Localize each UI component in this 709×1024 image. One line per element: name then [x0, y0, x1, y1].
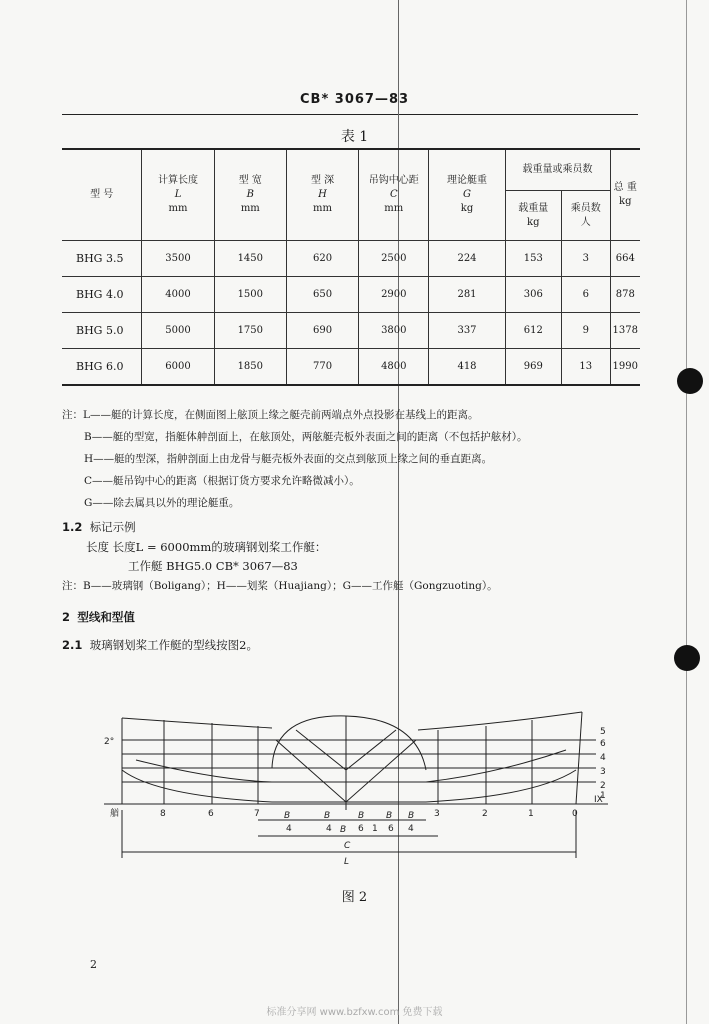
- level-number: 3: [600, 767, 606, 777]
- waterline-label: IX: [594, 795, 603, 805]
- buttock-line-bow: [136, 760, 272, 782]
- table-row: [62, 277, 640, 313]
- division-number: 6: [388, 824, 394, 834]
- level-number: 2: [600, 781, 606, 791]
- spec-table: [62, 148, 640, 386]
- division-number: 4: [286, 824, 292, 834]
- cell-hull-weight: 418: [429, 349, 505, 386]
- header-width: 型 宽 B mm: [214, 149, 286, 241]
- buttock-line-stern: [426, 750, 566, 782]
- punch-hole-top: [677, 368, 703, 394]
- station-label: 7: [254, 809, 260, 819]
- dimension-C-label: C: [344, 841, 351, 851]
- station-label: 3: [434, 809, 440, 819]
- table-row: [62, 241, 640, 277]
- watermark: 标准分享网 www.bzfxw.com 免费下载: [266, 1007, 443, 1018]
- dimension-L-label: L: [344, 857, 350, 867]
- notes-block: [62, 404, 652, 656]
- level-number: 1: [600, 791, 606, 801]
- header-calc-length: 计算长度 L mm: [142, 149, 214, 241]
- cell-width: 1850: [214, 349, 286, 386]
- header-persons: 乘员数 人: [562, 191, 611, 241]
- station-label: 2: [482, 809, 488, 819]
- cell-model: BHG 5.0: [62, 313, 142, 349]
- plan-marker: B: [386, 811, 393, 821]
- cell-load: 153: [505, 241, 561, 277]
- cell-length: 4000: [142, 277, 214, 313]
- cell-hull-weight: 337: [429, 313, 505, 349]
- page-number: 2: [90, 958, 97, 971]
- cell-width: 1750: [214, 313, 286, 349]
- plan-marker: B: [358, 811, 365, 821]
- cell-persons: 9: [562, 313, 611, 349]
- cell-width: 1450: [214, 241, 286, 277]
- cell-total: 1378: [610, 313, 640, 349]
- cell-width: 1500: [214, 277, 286, 313]
- cell-hook-spacing: 2500: [359, 241, 429, 277]
- cell-load: 612: [505, 313, 561, 349]
- header-load-group: 载重量或乘员数: [505, 149, 610, 191]
- table-row: [62, 313, 640, 349]
- hull-bottom: [122, 770, 576, 802]
- station-label: 0: [572, 809, 578, 819]
- station-label: 8: [160, 809, 166, 819]
- cell-hull-weight: 224: [429, 241, 505, 277]
- cell-model: BHG 4.0: [62, 277, 142, 313]
- table-row: [62, 349, 640, 386]
- section-2-heading: 2 型线和型值: [62, 610, 135, 624]
- figure-caption: 图 2: [341, 890, 368, 905]
- note-L: 注：L——艇的计算长度，在侧面图上舷顶上缘之艇壳前两端点外点投影在基线上的距离。: [62, 409, 479, 421]
- header-load: 载重量 kg: [505, 191, 561, 241]
- cell-depth: 650: [286, 277, 358, 313]
- cell-hook-spacing: 2900: [359, 277, 429, 313]
- level-number: 6: [600, 739, 606, 749]
- header-hull-weight: 理论艇重 G kg: [429, 149, 505, 241]
- bow-label: 艏: [110, 809, 120, 819]
- standard-code-header: CB* 3067—83: [300, 92, 410, 107]
- cell-model: BHG 6.0: [62, 349, 142, 386]
- section-2-1-text: 2.1 玻璃钢划桨工作艇的型线按图2。: [62, 638, 259, 652]
- cell-total: 1990: [610, 349, 640, 386]
- header-hook-spacing: 吊钩中心距 C mm: [359, 149, 429, 241]
- station-label: 6: [208, 809, 214, 819]
- division-number: 1: [372, 824, 378, 834]
- lines-plan-drawing: [96, 710, 616, 880]
- cell-hook-spacing: 3800: [359, 313, 429, 349]
- dimension-B-label: B: [340, 825, 347, 835]
- cell-persons: 13: [562, 349, 611, 386]
- division-number: 4: [326, 824, 332, 834]
- sheer-line-stern: [418, 712, 582, 730]
- note-B: B——艇的型宽，指艇体舯剖面上，在舷顶处，两舷艇壳板外表面之间的距离（不包括护舷材）。: [84, 431, 528, 443]
- marking-example-line-1: 长度 长度L = 6000mm的玻璃钢划桨工作艇：: [86, 540, 327, 554]
- cell-load: 969: [505, 349, 561, 386]
- cell-total: 878: [610, 277, 640, 313]
- division-number: 6: [358, 824, 364, 834]
- header-depth: 型 深 H mm: [286, 149, 358, 241]
- cell-hook-spacing: 4800: [359, 349, 429, 386]
- cell-hull-weight: 281: [429, 277, 505, 313]
- cell-load: 306: [505, 277, 561, 313]
- header-model: 型 号: [62, 149, 142, 241]
- cell-length: 6000: [142, 349, 214, 386]
- cell-depth: 770: [286, 349, 358, 386]
- note-G: G——除去属具以外的理论艇重。: [84, 497, 240, 509]
- cell-model: BHG 3.5: [62, 241, 142, 277]
- table-caption: 表 1: [340, 129, 369, 145]
- header-rule: [62, 114, 638, 115]
- level-number: 5: [600, 727, 606, 737]
- stern-post: [576, 712, 582, 804]
- scan-fold-line-2: [686, 0, 687, 1024]
- note-H: H——艇的型深，指舯剖面上由龙骨与艇壳板外表面的交点到舷顶上缘之间的垂直距离。: [84, 453, 493, 465]
- station-label: 1: [528, 809, 534, 819]
- cell-length: 5000: [142, 313, 214, 349]
- plan-marker: B: [408, 811, 415, 821]
- division-number: 4: [408, 824, 414, 834]
- cell-length: 3500: [142, 241, 214, 277]
- cell-depth: 690: [286, 313, 358, 349]
- level-number: 4: [600, 753, 606, 763]
- cell-persons: 3: [562, 241, 611, 277]
- cell-persons: 6: [562, 277, 611, 313]
- section-1-2-heading: 1.2 标记示例: [62, 520, 136, 534]
- cell-depth: 620: [286, 241, 358, 277]
- marking-example-line-2: 工作艇 BHG5.0 CB* 3067—83: [128, 559, 298, 573]
- punch-hole-bottom: [674, 645, 700, 671]
- deckhouse-outline: [272, 716, 426, 770]
- note-C: C——艇吊钩中心的距离（根据订货方要求允许略微减小）。: [84, 475, 360, 487]
- header-total-weight: 总 重 kg: [610, 149, 640, 241]
- sheer-line-bow: [122, 718, 272, 728]
- plan-marker: B: [324, 811, 331, 821]
- plan-marker: B: [284, 811, 291, 821]
- angle-label: 2°: [104, 737, 115, 747]
- cell-total: 664: [610, 241, 640, 277]
- marking-note: 注：B——玻璃钢（Boligang）；H——划桨（Huajiang）；G——工作艇（Gongzuoting）。: [62, 580, 498, 592]
